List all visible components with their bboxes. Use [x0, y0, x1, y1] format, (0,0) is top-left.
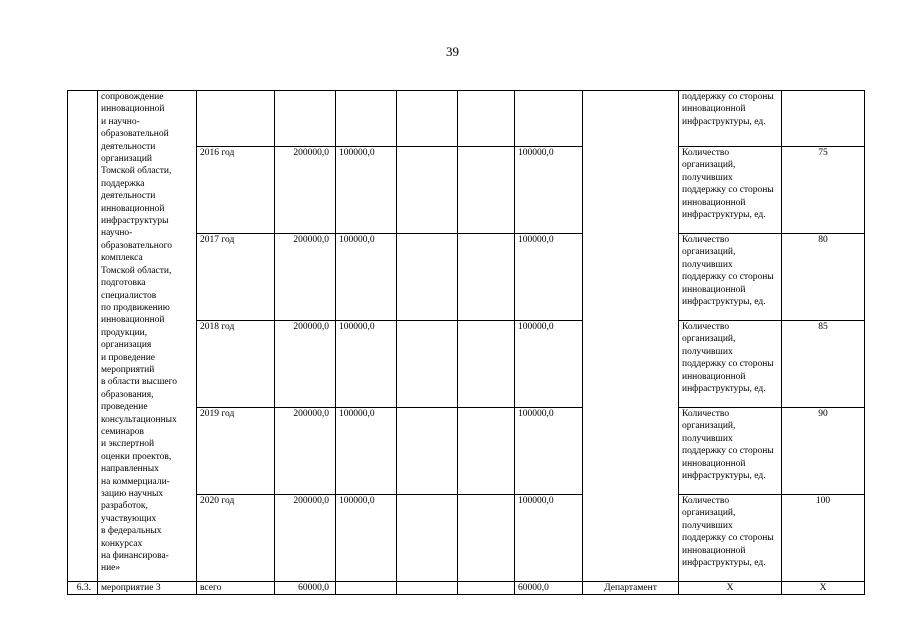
description-line: научно- [101, 228, 133, 239]
description-line: инновационной [101, 315, 165, 326]
indicator-value-cell: 80 [782, 234, 865, 321]
description-line: и экспертной [101, 439, 155, 450]
extra-budget-cell: 100000,0 [515, 321, 583, 408]
regional-cell [397, 495, 458, 582]
description-line: образования, [101, 389, 154, 400]
description-line: в области высшего [101, 377, 178, 388]
federal-cell: 100000,0 [336, 321, 397, 408]
description-line: зацию научных [101, 489, 164, 499]
description-line: консультационных [101, 414, 177, 425]
local-cell [458, 321, 515, 408]
total-cell: 200000,0 [275, 495, 336, 582]
description-line: инновационной [101, 104, 165, 115]
description-line: Томской области, [101, 265, 172, 276]
local-cell [458, 408, 515, 495]
regional-cell [397, 234, 458, 321]
executor-cell [583, 91, 679, 582]
description-line: на коммерциали- [101, 476, 170, 487]
measures-table [67, 90, 865, 595]
description-line: и научно- [101, 116, 140, 127]
year-cell: 2018 год [197, 321, 275, 408]
description-line: Томской области, [101, 166, 172, 177]
extra-budget-cell: 60000,0 [515, 582, 583, 595]
total-cell: 200000,0 [275, 321, 336, 408]
table-row [68, 91, 865, 147]
description-line: ние» [101, 563, 121, 574]
year-cell: всего [197, 582, 275, 595]
description-line: подготовка [101, 278, 146, 289]
extra-budget-cell: 100000,0 [515, 234, 583, 321]
measure-description [98, 91, 197, 582]
total-cell: 200000,0 [275, 147, 336, 234]
row-number-cell [68, 91, 98, 582]
regional-cell [397, 408, 458, 495]
description-line: поддержка [101, 178, 145, 189]
federal-cell: 100000,0 [336, 408, 397, 495]
indicator-cell: Количество организаций, получивших поддержку со стороны инновационной инфраструктуры, ед. [679, 495, 782, 582]
indicator-cell: Количество организаций, получивших поддержку со стороны инновационной инфраструктуры, ед. [679, 147, 782, 234]
description-line: комплекса [101, 253, 143, 264]
year-cell: 2017 год [197, 234, 275, 321]
executor-cell: Департамент [583, 582, 679, 595]
indicator-cell: Количество организаций, получивших поддержку со стороны инновационной инфраструктуры, ед. [679, 234, 782, 321]
year-cell: 2020 год [197, 495, 275, 582]
description-line: оценки проектов, [101, 451, 172, 462]
local-cell [458, 495, 515, 582]
description-line: в федеральных [101, 526, 162, 537]
description-line: организаций [101, 154, 153, 165]
description-line: мероприятий [101, 364, 155, 375]
description-line: по продвижению [101, 302, 170, 313]
indicator-cell: Количество организаций, получивших поддержку со стороны инновационной инфраструктуры, ед. [679, 408, 782, 495]
total-cell: 200000,0 [275, 408, 336, 495]
description-line: деятельности [101, 141, 156, 152]
description-line: на финансирова- [101, 551, 169, 562]
federal-cell [336, 582, 397, 595]
total-cell: 200000,0 [275, 234, 336, 321]
description-line: продукции, [101, 327, 148, 338]
indicator-value-cell: 100 [782, 495, 865, 582]
federal-cell: 100000,0 [336, 495, 397, 582]
indicator-cell: Х [679, 582, 782, 595]
indicator-value-cell: 90 [782, 408, 865, 495]
description-line: образовательного [101, 240, 173, 251]
extra-budget-cell: 100000,0 [515, 147, 583, 234]
extra-budget-cell: 100000,0 [515, 408, 583, 495]
regional-cell [397, 147, 458, 234]
description-line: разработок, [101, 501, 148, 512]
description-line: инновационной [101, 203, 165, 214]
description-line: направленных [101, 464, 159, 475]
indicator-tail: поддержку со стороны инновационной инфраструктуры, ед. [679, 91, 782, 147]
description-line: сопровождение [101, 92, 164, 102]
row-number-cell: 6.3. [68, 582, 98, 595]
measure-name-cell: мероприятие 3 [98, 582, 197, 595]
federal-cell: 100000,0 [336, 234, 397, 321]
description-line: семинаров [101, 426, 144, 437]
total-cell: 60000,0 [275, 582, 336, 595]
description-line: проведение [101, 402, 148, 413]
description-line: деятельности [101, 191, 156, 202]
description-line: специалистов [101, 290, 157, 301]
regional-cell [397, 321, 458, 408]
description-line: конкурсах [101, 538, 143, 549]
year-cell: 2019 год [197, 408, 275, 495]
description-line: инфраструктуры [101, 216, 169, 227]
local-cell [458, 147, 515, 234]
indicator-cell: Количество организаций, получивших поддержку со стороны инновационной инфраструктуры, ед. [679, 321, 782, 408]
local-cell [458, 234, 515, 321]
extra-budget-cell: 100000,0 [515, 495, 583, 582]
indicator-value-cell: 75 [782, 147, 865, 234]
indicator-value-cell: Х [782, 582, 865, 595]
table-row [68, 582, 865, 595]
page-number: 39 [446, 44, 459, 59]
description-line: и проведение [101, 352, 155, 363]
description-line: образовательной [101, 129, 169, 140]
federal-cell: 100000,0 [336, 147, 397, 234]
year-cell: 2016 год [197, 147, 275, 234]
description-line: организация [101, 340, 152, 351]
local-cell [458, 582, 515, 595]
description-line: участвующих [101, 513, 157, 524]
regional-cell [397, 582, 458, 595]
indicator-value-cell: 85 [782, 321, 865, 408]
